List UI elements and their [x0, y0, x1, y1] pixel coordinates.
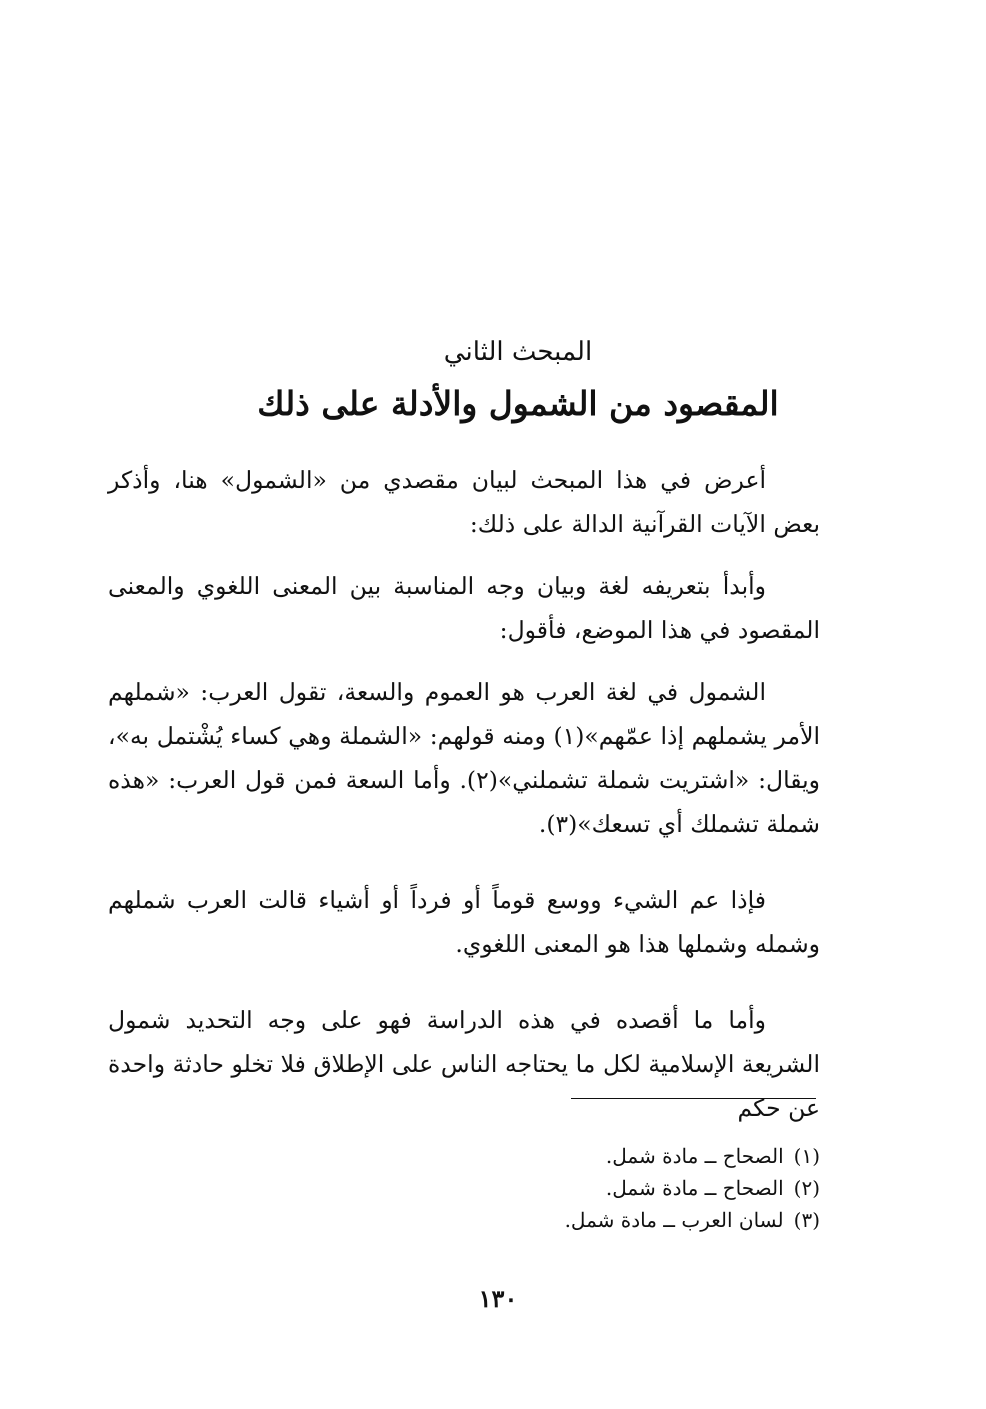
footnote-number: (٢): [793, 1176, 820, 1200]
paragraph: وأبدأ بتعريفه لغة وبيان وجه المناسبة بين المعنى اللغوي والمعنى المقصود في هذا الموضع، فأقول:: [108, 572, 820, 644]
page-number: ١٣٠: [478, 1284, 518, 1313]
section-title: المقصود من الشمول والأدلة على ذلك: [257, 384, 779, 423]
footnotes: [400, 1140, 820, 1236]
footnote-divider: [571, 1098, 816, 1099]
paragraph: أعرض في هذا المبحث لبيان مقصدي من «الشمول» هنا، وأذكر بعض الآيات القرآنية الدالة على ذلك:: [108, 466, 820, 538]
footnote-number: (٣): [793, 1208, 820, 1232]
footnote-text: لسان العرب ــ مادة شمل.: [564, 1208, 784, 1232]
paragraph: الشمول في لغة العرب هو العموم والسعة، تقول العرب: «شملهم الأمر يشملهم إذا عمّهم»(١) ومنه قولهم: «الشملة وهي كساء يُشْتمل به»، ويقال: «اشتريت شملة تشملني»(٢). وأما السعة فمن قول العرب: «هذه شملة تشملك أي تسعك»(٣).: [108, 678, 821, 838]
section-label: المبحث الثاني: [443, 337, 593, 367]
footnote: [400, 1172, 820, 1204]
footnote: [400, 1140, 820, 1172]
paragraph: وأما ما أقصده في هذه الدراسة فهو على وجه التحديد شمول الشريعة الإسلامية لكل ما يحتاجه الناس على الإطلاق فلا تخلو حادثة واحدة عن حكم: [108, 1006, 820, 1122]
footnote-text: الصحاح ــ مادة شمل.: [605, 1144, 784, 1168]
footnote-text: الصحاح ــ مادة شمل.: [605, 1176, 784, 1200]
footnote: [400, 1204, 820, 1236]
paragraph: فإذا عم الشيء ووسع قوماً أو فرداً أو أشياء قالت العرب شملهم وشمله وشملها هذا هو المعنى اللغوي.: [108, 886, 820, 958]
footnote-number: (١): [793, 1144, 820, 1168]
body-text: [108, 458, 820, 1148]
